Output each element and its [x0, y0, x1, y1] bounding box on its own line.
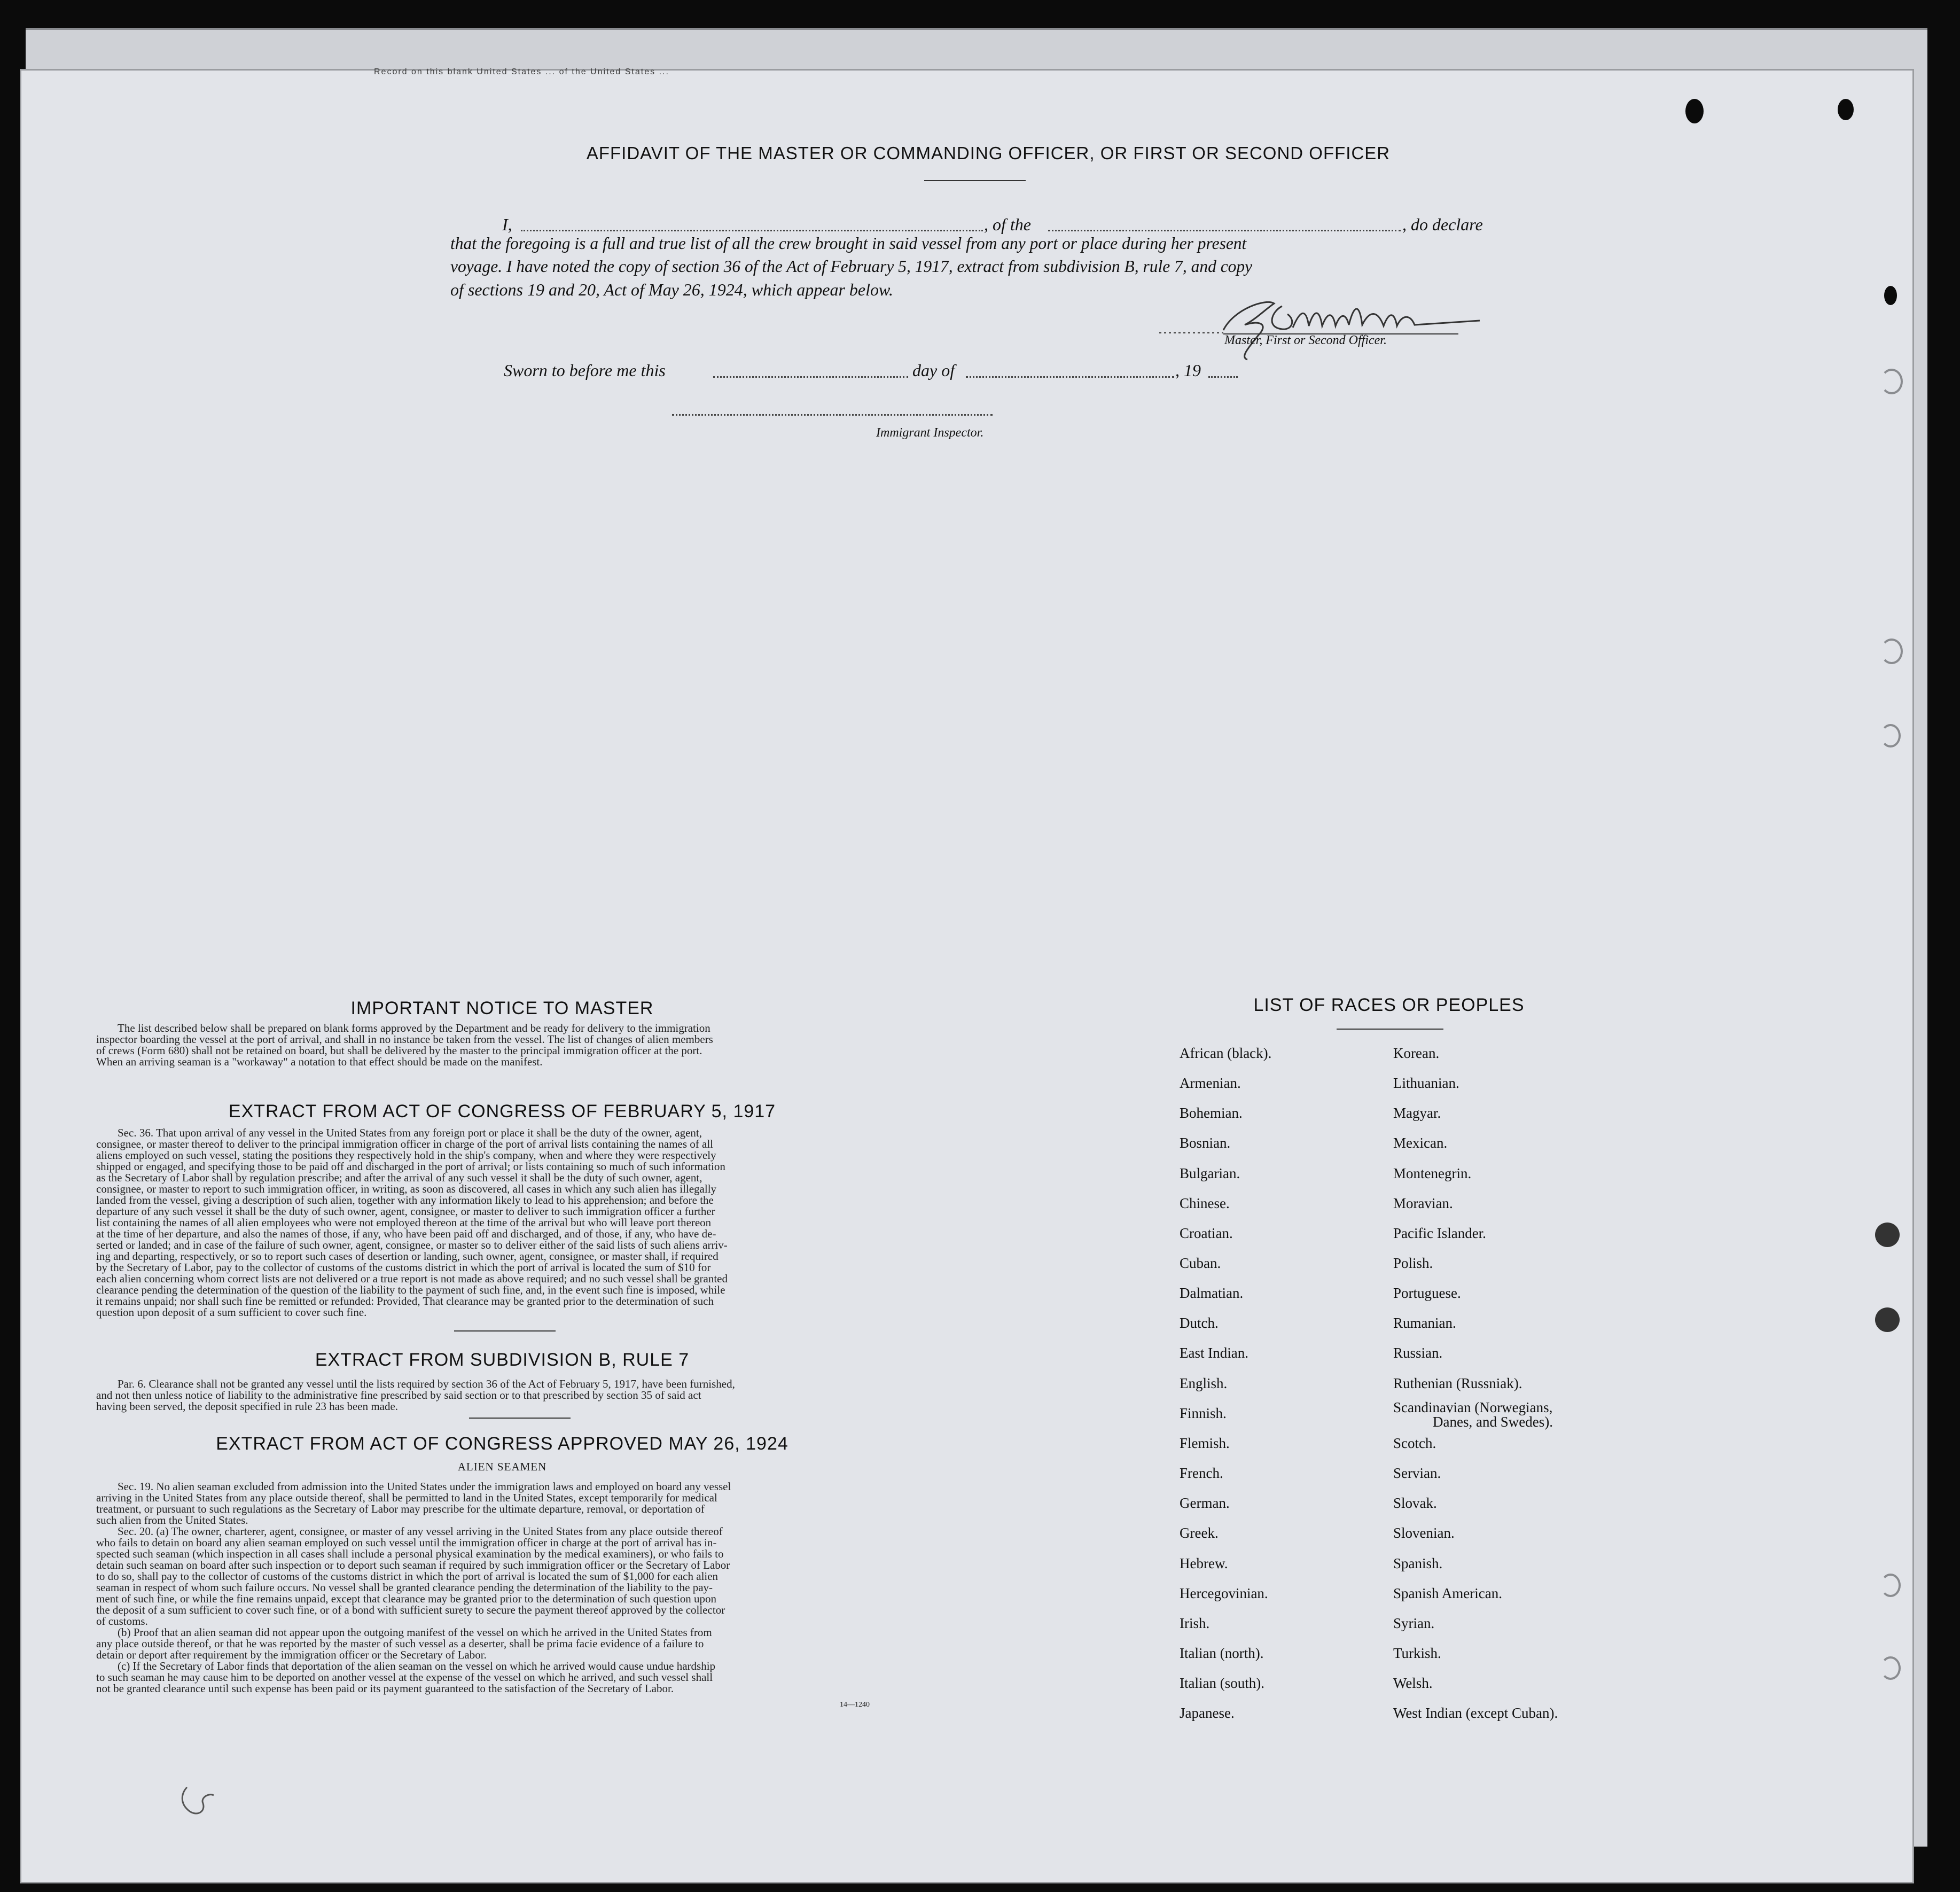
extract-line: at the time of her departure, and also the names of those, if any, who have been paid off and discharged, and of those, if any, who have de- [96, 1227, 716, 1240]
binder-hole-ring [1880, 1574, 1901, 1597]
race-item-continuation: Danes, and Swedes). [1433, 1414, 1553, 1430]
affidavit-title: AFFIDAVIT OF THE MASTER OR COMMANDING OFFICER, OR FIRST OR SECOND OFFICER [586, 143, 1391, 163]
race-item: Russian. [1393, 1345, 1443, 1361]
race-item: East Indian. [1180, 1345, 1248, 1361]
extract-line: detain or deport after requirement by the immigration officer or the Secretary of Labor. [96, 1648, 487, 1661]
extract-line: ment of such fine, or while the fine remains unpaid, except that clearance may be granted prior to the determination of such question upon [96, 1592, 717, 1605]
extract-line: arriving in the United States from any place outside thereof, shall be permitted to land in the United States, except temporarily for medical [96, 1491, 717, 1504]
inspector-label: Immigrant Inspector. [876, 426, 984, 440]
binder-hole [1875, 1223, 1900, 1247]
affidavit-line2: that the foregoing is a full and true list of all the crew brought in said vessel from any port or place during her present [450, 234, 1247, 253]
extract-line: it remains unpaid; nor shall such fine be remitted or refunded: Provided, That clearance may be granted prior to the determination of such [96, 1295, 714, 1307]
extract-1924-title: EXTRACT FROM ACT OF CONGRESS APPROVED MAY 26, 1924 [216, 1434, 788, 1454]
extract-1924-text [96, 1481, 908, 1694]
extract-line: consignee, or master to report to such immigration officer, in writing, as soon as discovered, all cases in which any such alien has illegally [96, 1182, 717, 1195]
pencil-mark [176, 1782, 219, 1819]
binder-hole [1875, 1307, 1900, 1332]
extract-line: who fails to detain on board any alien seaman employed on such vessel until the immigration officer in charge at the port of arrival has in- [96, 1536, 717, 1549]
race-item: Hercegovinian. [1180, 1585, 1268, 1601]
race-item: Slovak. [1393, 1495, 1437, 1511]
notice-text [96, 1023, 908, 1068]
affidavit-of-the: , of the [984, 215, 1031, 234]
signature-role: Master, First or Second Officer. [1224, 333, 1387, 347]
extract-line: list containing the names of all alien employees who were not employed thereon at the time of the arrival but who will leave port thereon [96, 1216, 712, 1229]
extract-rule7-title: EXTRACT FROM SUBDIVISION B, RULE 7 [315, 1350, 690, 1370]
sworn-day-of: day of [912, 361, 955, 380]
race-item: Bulgarian. [1180, 1165, 1240, 1181]
notice-line: inspector boarding the vessel at the port of arrival, and shall in no instance be taken from the vessel. The list of changes of alien members [96, 1033, 713, 1046]
race-item: Pacific Islander. [1393, 1225, 1486, 1241]
extract-line: serted or landed; and in case of the failure of such owner, agent, consignee, or master so to deliver either of the said lists of such aliens arriv- [96, 1239, 728, 1251]
race-item: Dutch. [1180, 1315, 1219, 1331]
notice-line: The list described below shall be prepared on blank forms approved by the Department and be ready for delivery to the immigration [118, 1022, 710, 1034]
extract-line: treatment, or pursuant to such regulations as the Secretary of Labor may prescribe for the ultimate departure, removal, or deportation of [96, 1502, 705, 1515]
race-item: German. [1180, 1495, 1230, 1511]
race-item: Chinese. [1180, 1195, 1230, 1211]
extract-line: as the Secretary of Labor shall by regulation prescribe; and after the arrival of any such vessel it shall be the duty of such owner, agent, [96, 1171, 702, 1184]
extract-line: Sec. 20. (a) The owner, charterer, agent, consignee, or master of any vessel arriving in the United States from any place outside thereof [118, 1525, 723, 1538]
title-underline [924, 180, 1026, 181]
affidavit-do-declare: , do declare [1402, 215, 1483, 234]
sworn-prefix: Sworn to before me this [504, 361, 666, 380]
extract-1917-title: EXTRACT FROM ACT OF CONGRESS OF FEBRUARY 5, 1917 [228, 1101, 776, 1122]
race-item: Dalmatian. [1180, 1285, 1244, 1301]
binder-hole-ring [1880, 1656, 1901, 1680]
race-item: Spanish American. [1393, 1585, 1502, 1601]
extract-line: landed from the vessel, giving a description of such alien, together with any information likely to lead to his apprehension; and before the [96, 1194, 714, 1206]
extract-line: any place outside thereof, or that he was reported by the master of such vessel as a deserter, shall be prima facie evidence of a failure to [96, 1637, 704, 1650]
race-item: Italian (south). [1180, 1675, 1264, 1691]
signature [1159, 287, 1496, 362]
section-divider [469, 1418, 571, 1419]
extract-line: detain such seaman on board after such inspection or to deport such seaman if required by such immigration officer or the Secretary of Labor [96, 1559, 730, 1571]
race-item: Bosnian. [1180, 1135, 1231, 1151]
sworn-month-blank [966, 376, 1174, 378]
extract-line: (c) If the Secretary of Labor finds that deportation of the alien seaman on the vessel on which he arrived would cause undue hardship [118, 1660, 716, 1672]
binder-hole-ring [1880, 369, 1903, 394]
race-item: Turkish. [1393, 1645, 1441, 1661]
race-item: Irish. [1180, 1615, 1210, 1631]
race-item: Bohemian. [1180, 1105, 1243, 1121]
race-item: Mexican. [1393, 1135, 1448, 1151]
notice-line: When an arriving seaman is a "workaway" a notation to that effect should be made on the manifest. [96, 1055, 543, 1068]
inspector-signature-line [672, 414, 993, 416]
binder-hole-ring [1880, 724, 1901, 748]
race-item: Armenian. [1180, 1075, 1241, 1091]
extract-line: each alien concerning whom correct lists are not delivered or a true report is not made as above required; and no such vessel shall be granted [96, 1272, 728, 1285]
race-item: Moravian. [1393, 1195, 1453, 1211]
extract-line: (b) Proof that an alien seaman did not appear upon the outgoing manifest of the vessel on which he arrived in the United States from [118, 1626, 712, 1639]
extract-line: not be granted clearance until such expense has been paid or its payment guaranteed to the satisfaction of the Secretary of Labor. [96, 1682, 674, 1695]
race-item: Lithuanian. [1393, 1075, 1459, 1091]
extract-line: Par. 6. Clearance shall not be granted any vessel until the lists required by section 36 of the Act of February 5, 1917, have been furnished, [118, 1377, 735, 1390]
race-item: Japanese. [1180, 1705, 1235, 1721]
race-item: Finnish. [1180, 1405, 1227, 1421]
races-title: LIST OF RACES OR PEOPLES [1253, 995, 1525, 1015]
affidavit-line3: voyage. I have noted the copy of section 36 of the Act of February 5, 1917, extract from subdivision B, rule 7, and copy [450, 257, 1253, 276]
sworn-year-blank [1208, 376, 1238, 378]
affidavit-i: I, [502, 215, 512, 234]
sworn-day-blank [713, 376, 908, 378]
extract-1917-text [96, 1127, 908, 1318]
race-item: English. [1180, 1375, 1228, 1391]
race-item: West Indian (except Cuban). [1393, 1705, 1558, 1721]
race-item: Montenegrin. [1393, 1165, 1472, 1181]
name-blank [521, 230, 983, 231]
race-item: Korean. [1393, 1045, 1440, 1061]
extract-line: of customs. [96, 1615, 148, 1628]
header-strip: Record on this blank United States ... of the United States ... [374, 67, 669, 75]
binder-hole [1685, 99, 1704, 123]
extract-line: question upon deposit of a sum sufficient to cover such fine. [96, 1306, 367, 1319]
notice-title: IMPORTANT NOTICE TO MASTER [350, 998, 654, 1018]
race-item: African (black). [1180, 1045, 1272, 1061]
notice-line: of crews (Form 680) shall not be retained on board, but shall be delivered by the master to the principal immigration officer at the port. [96, 1044, 702, 1057]
races-underline [1337, 1029, 1443, 1030]
extract-line: spected such seaman (which inspection in all cases shall include a personal physical examination by the medical examiners), or who fails to [96, 1547, 724, 1560]
extract-line: aliens employed on such vessel, stating the positions they respectively hold in the ship's company, when and where they were respectively [96, 1149, 716, 1162]
binder-hole [1838, 99, 1854, 120]
form-number: 14—1240 [840, 1701, 870, 1709]
race-item: Scotch. [1393, 1435, 1436, 1451]
race-item: Magyar. [1393, 1105, 1441, 1121]
extract-line: consignee, or master thereof to deliver to the principal immigration officer in charge of the port of arrival lists containing the names of all [96, 1138, 714, 1150]
race-item: Slovenian. [1393, 1525, 1455, 1541]
extract-line: to such seaman he may cause him to be deported on another vessel at the expense of the vessel on which he arrived, and such vessel shall [96, 1671, 713, 1684]
extract-line: Sec. 19. No alien seaman excluded from admission into the United States under the immigration laws and employed on board any vessel [118, 1480, 731, 1493]
race-item: Servian. [1393, 1465, 1441, 1481]
race-item: Greek. [1180, 1525, 1219, 1541]
extract-rule7-text [96, 1379, 908, 1412]
race-item: Syrian. [1393, 1615, 1435, 1631]
race-item: Hebrew. [1180, 1555, 1228, 1571]
extract-line: by the Secretary of Labor, pay to the collector of customs of the customs district in which the port of arrival is located the sum of $10 for [96, 1261, 711, 1274]
extract-line: and not then unless notice of liability to the administrative fine prescribed by said section or to that prescribed by section 35 of said act [96, 1389, 701, 1402]
race-item: Portuguese. [1393, 1285, 1461, 1301]
extract-line: ing and departing, respectively, or so to report such cases of desertion or landing, such owner, agent, consignee, or master shall, if required [96, 1250, 719, 1263]
sworn-year: , 19 [1175, 361, 1201, 380]
extract-line: Sec. 36. That upon arrival of any vessel in the United States from any foreign port or place it shall be the duty of the owner, agent, [118, 1126, 702, 1139]
extract-line: seaman in respect of whom such failure occurs. No vessel shall be granted clearance pending the determination of the liability to the pay- [96, 1581, 713, 1594]
race-item: Cuban. [1180, 1255, 1221, 1271]
race-item: Scandinavian (Norwegians, [1393, 1399, 1553, 1415]
race-item: Spanish. [1393, 1555, 1443, 1571]
affidavit-line4: of sections 19 and 20, Act of May 26, 1924, which appear below. [450, 280, 893, 299]
extract-line: having been served, the deposit specified in rule 23 has been made. [96, 1400, 399, 1413]
race-item: French. [1180, 1465, 1223, 1481]
alien-seamen-subtitle: ALIEN SEAMEN [457, 1460, 547, 1473]
race-item: Croatian. [1180, 1225, 1233, 1241]
section-divider [454, 1330, 556, 1332]
race-item: Welsh. [1393, 1675, 1433, 1691]
race-item: Polish. [1393, 1255, 1433, 1271]
extract-line: clearance pending the determination of the question of the liability to the payment of such fine, and, in the event such fine is imposed, while [96, 1283, 725, 1296]
race-item: Italian (north). [1180, 1645, 1264, 1661]
extract-line: the deposit of a sum sufficient to cover such fine, or of a bond with sufficient surety to secure the payment thereof approved by the collector [96, 1603, 725, 1616]
extract-line: departure of any such vessel it shall be the duty of such owner, agent, consignee, or master to deliver to such immigration officer a further [96, 1205, 715, 1218]
vessel-blank [1048, 230, 1401, 231]
extract-line: shipped or engaged, and specifying those to be paid off and discharged in the port of arrival; or lists containing so much of such information [96, 1160, 725, 1173]
race-item: Rumanian. [1393, 1315, 1456, 1331]
extract-line: such alien from the United States. [96, 1514, 248, 1527]
extract-line: to do so, shall pay to the collector of customs of the customs district in which the port of arrival is located the sum of $1,000 for each alien [96, 1570, 719, 1583]
binder-hole-ring [1880, 639, 1903, 664]
race-item: Flemish. [1180, 1435, 1230, 1451]
race-item: Ruthenian (Russniak). [1393, 1375, 1522, 1391]
binder-hole [1884, 286, 1897, 305]
